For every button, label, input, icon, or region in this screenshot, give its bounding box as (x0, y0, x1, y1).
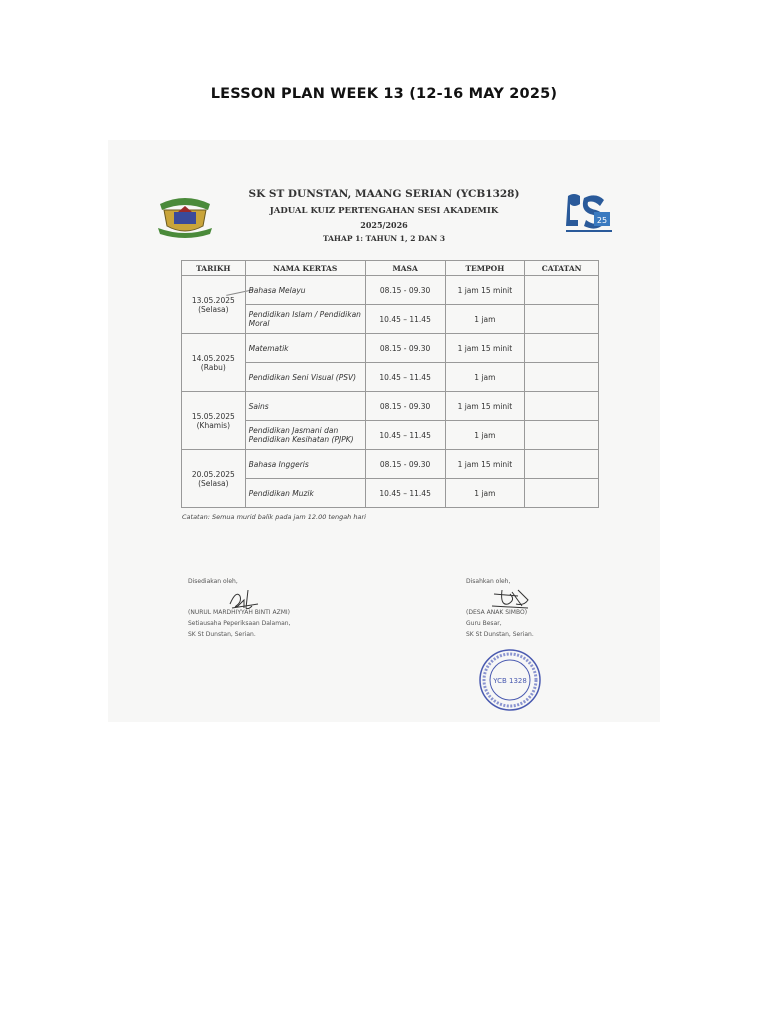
duration-cell: 1 jam 15 minit (445, 334, 525, 363)
svg-text:YCB 1328: YCB 1328 (493, 677, 527, 685)
time-cell: 08.15 - 09.30 (365, 334, 445, 363)
duration-cell: 1 jam 15 minit (445, 276, 525, 305)
signature-icon (488, 586, 534, 612)
date: 20.05.2025 (191, 469, 235, 479)
date: 13.05.2025 (191, 295, 235, 305)
table-row (182, 450, 599, 479)
column-header: TEMPOH (445, 261, 525, 276)
approved-by-place: SK St Dunstan, Serian. (466, 631, 534, 638)
session-year: 2025/2026 (360, 220, 408, 230)
subject-cell: Pendidikan Muzik (245, 479, 365, 508)
subject-cell: Pendidikan Islam / Pendidikan Moral (245, 305, 365, 334)
note-cell (525, 363, 599, 392)
scanned-document (108, 140, 660, 722)
note-cell (525, 305, 599, 334)
weekday: (Selasa) (198, 478, 229, 488)
time-cell: 08.15 - 09.30 (365, 392, 445, 421)
duration-cell: 1 jam (445, 421, 525, 450)
table-footnote: Catatan: Semua murid balik pada jam 12.00 tengah hari (182, 513, 366, 521)
subject-cell: Pendidikan Seni Visual (PSV) (245, 363, 365, 392)
subject-cell: Bahasa Inggeris (245, 450, 365, 479)
time-cell: 10.45 – 11.45 (365, 305, 445, 334)
date-cell (182, 276, 246, 334)
column-header: MASA (365, 261, 445, 276)
school-crest-icon (156, 188, 214, 238)
prepared-by-label: Disediakan oleh, (188, 578, 238, 585)
table-row (182, 392, 599, 421)
column-header: CATATAN (525, 261, 599, 276)
prepared-by-place: SK St Dunstan, Serian. (188, 631, 256, 638)
column-header: TARIKH (182, 261, 246, 276)
date: 14.05.2025 (191, 353, 235, 363)
duration-cell: 1 jam (445, 305, 525, 334)
note-cell (525, 334, 599, 363)
level-label: TAHAP 1: TAHUN 1, 2 DAN 3 (322, 234, 446, 243)
approved-by-name: (DESA ANAK SIMBO) (466, 609, 528, 616)
approved-by-role: Guru Besar, (466, 620, 502, 627)
time-cell: 10.45 – 11.45 (365, 479, 445, 508)
weekday: (Rabu) (200, 362, 226, 372)
prepared-by-role: Setiausaha Peperiksaan Dalaman, (188, 620, 291, 627)
approved-by-label: Disahkan oleh, (466, 578, 511, 585)
table-row (182, 334, 599, 363)
subject-cell: Pendidikan Jasmani dan Pendidikan Kesihatan (PJPK) (245, 421, 365, 450)
date-cell (182, 450, 246, 508)
prepared-by-name: (NURUL MARDHIYYAH BINTI AZMI) (188, 609, 290, 616)
time-cell: 08.15 - 09.30 (365, 450, 445, 479)
date-cell (182, 334, 246, 392)
school-stamp-icon (478, 648, 542, 712)
signature-icon (226, 586, 262, 612)
subject-cell: Bahasa Melayu (245, 276, 365, 305)
document-subtitle: JADUAL KUIZ PERTENGAHAN SESI AKADEMIK (269, 206, 499, 216)
note-cell (525, 479, 599, 508)
svg-text:25: 25 (596, 216, 608, 225)
duration-cell: 1 jam 15 minit (445, 392, 525, 421)
date-cell (182, 392, 246, 450)
subject-cell: Matematik (245, 334, 365, 363)
note-cell (525, 392, 599, 421)
column-header: NAMA KERTAS (245, 261, 365, 276)
exam-schedule-table (181, 260, 599, 508)
note-cell (525, 421, 599, 450)
time-cell: 10.45 – 11.45 (365, 421, 445, 450)
table-row (182, 276, 599, 305)
page-title: LESSON PLAN WEEK 13 (12-16 MAY 2025) (210, 86, 558, 102)
duration-cell: 1 jam (445, 363, 525, 392)
time-cell: 10.45 – 11.45 (365, 363, 445, 392)
weekday: (Khamis) (196, 420, 231, 430)
time-cell: 08.15 - 09.30 (365, 276, 445, 305)
note-cell (525, 276, 599, 305)
date: 15.05.2025 (191, 411, 235, 421)
duration-cell: 1 jam 15 minit (445, 450, 525, 479)
duration-cell: 1 jam (445, 479, 525, 508)
school-name: SK ST DUNSTAN, MAANG SERIAN (YCB1328) (248, 188, 520, 200)
note-cell (525, 450, 599, 479)
anniversary-logo-icon (564, 190, 614, 234)
weekday: (Selasa) (198, 304, 229, 314)
subject-cell: Sains (245, 392, 365, 421)
table-header-row (182, 261, 599, 276)
